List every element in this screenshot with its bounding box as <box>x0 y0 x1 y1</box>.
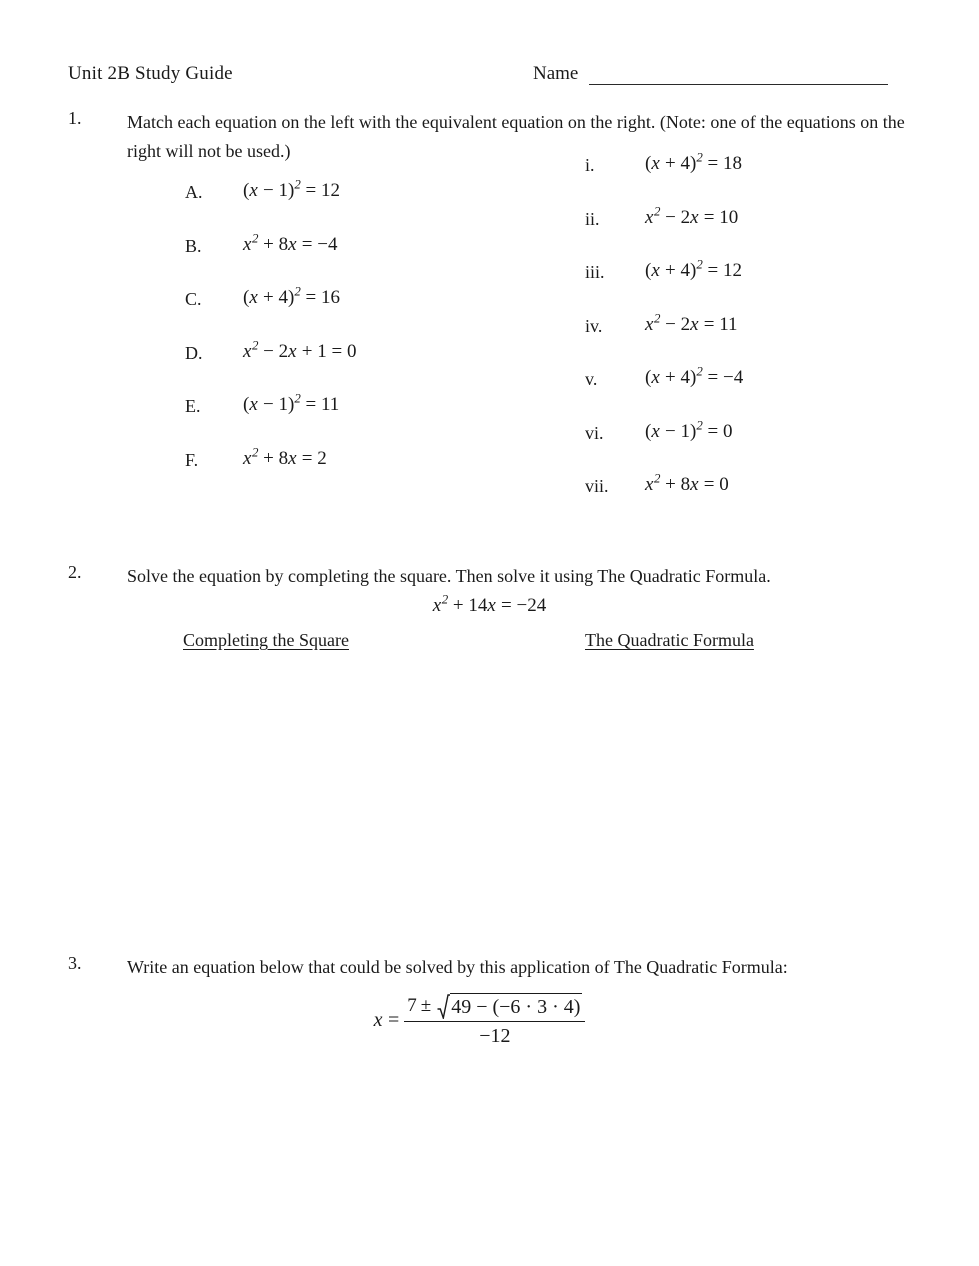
radical-group <box>437 993 582 1019</box>
question-1-prompt: Match each equation on the left with the equivalent equation on the right. (Note: one of the equations on the right will not be used.) <box>127 112 905 161</box>
match-right-equation-iv: $x^2 - 2x = 11$ <box>645 310 738 335</box>
question-3-number: 3. <box>68 953 82 973</box>
match-left-equation-b: $x^2 + 8x = -4$ <box>243 230 338 255</box>
match-right-marker-ii: ii. <box>585 208 600 229</box>
match-right-marker-iii: iii. <box>585 262 605 282</box>
question-2-heading-completing-the-square: Completing the Square <box>183 630 349 650</box>
match-left-marker-d: D. <box>185 342 203 363</box>
match-left-equation-d: $x^2 - 2x + 1 = 0$ <box>243 337 357 362</box>
match-left-marker-f: F. <box>185 449 199 470</box>
page-title: Unit 2B Study Guide <box>68 63 233 84</box>
match-left-equation-a: $(x - 1)^2 = 12$ <box>243 176 340 201</box>
quadratic-formula-numerator <box>404 993 585 1021</box>
match-right-marker-vii: vii. <box>585 476 609 496</box>
radicand: 49 − (−6 · 3 · 4) <box>450 993 582 1019</box>
match-right-marker-vi: vi. <box>585 422 604 443</box>
match-left-marker-e: E. <box>185 396 201 416</box>
question-1-number: 1. <box>68 108 82 128</box>
match-left-marker-c: C. <box>185 289 202 309</box>
question-2-prompt: Solve the equation by completing the square. Then solve it using The Quadratic Formula. <box>127 566 771 586</box>
match-right-marker-i: i. <box>585 155 595 175</box>
match-left-marker-a: A. <box>185 182 203 202</box>
match-right-equation-vi: $(x - 1)^2 = 0$ <box>645 417 733 442</box>
question-3-quadratic-formula <box>0 993 979 1048</box>
question-2-number: 2. <box>68 562 82 582</box>
match-left-equation-f: $x^2 + 8x = 2$ <box>243 444 327 469</box>
question-2-equation-math: $x^2 + 14x = -24$ <box>432 591 547 616</box>
question-2-heading-quadratic-formula: The Quadratic Formula <box>585 630 754 650</box>
match-right-equation-i: $(x + 4)^2 = 18$ <box>645 149 742 174</box>
name-field-label: Name <box>533 63 579 84</box>
match-right-equation-vii: $x^2 + 8x = 0$ <box>645 470 729 495</box>
quadratic-formula-denominator: −12 <box>479 1025 511 1047</box>
question-3-prompt: Write an equation below that could be solved by this application of The Quadratic Formula: <box>127 957 788 977</box>
quadratic-formula-lhs: x = <box>373 1009 400 1031</box>
square-root-icon <box>437 994 450 1019</box>
name-field-blank-line[interactable] <box>589 84 888 85</box>
match-right-equation-iii: $(x + 4)^2 = 12$ <box>645 256 742 281</box>
match-right-equation-ii: $x^2 - 2x = 10$ <box>645 203 739 228</box>
match-left-marker-b: B. <box>185 235 202 256</box>
match-right-equation-v: $(x + 4)^2 = -4$ <box>645 363 744 388</box>
match-right-marker-iv: iv. <box>585 315 603 336</box>
quadratic-formula-fraction <box>404 993 585 1048</box>
question-2-equation <box>0 591 979 617</box>
plus-minus-icon: ± <box>420 995 432 1016</box>
match-left-equation-c: $(x + 4)^2 = 16$ <box>243 283 340 308</box>
numerator-lead-term: 7 <box>407 995 417 1016</box>
match-left-equation-e: $(x - 1)^2 = 11$ <box>243 390 340 415</box>
match-right-marker-v: v. <box>585 369 598 389</box>
